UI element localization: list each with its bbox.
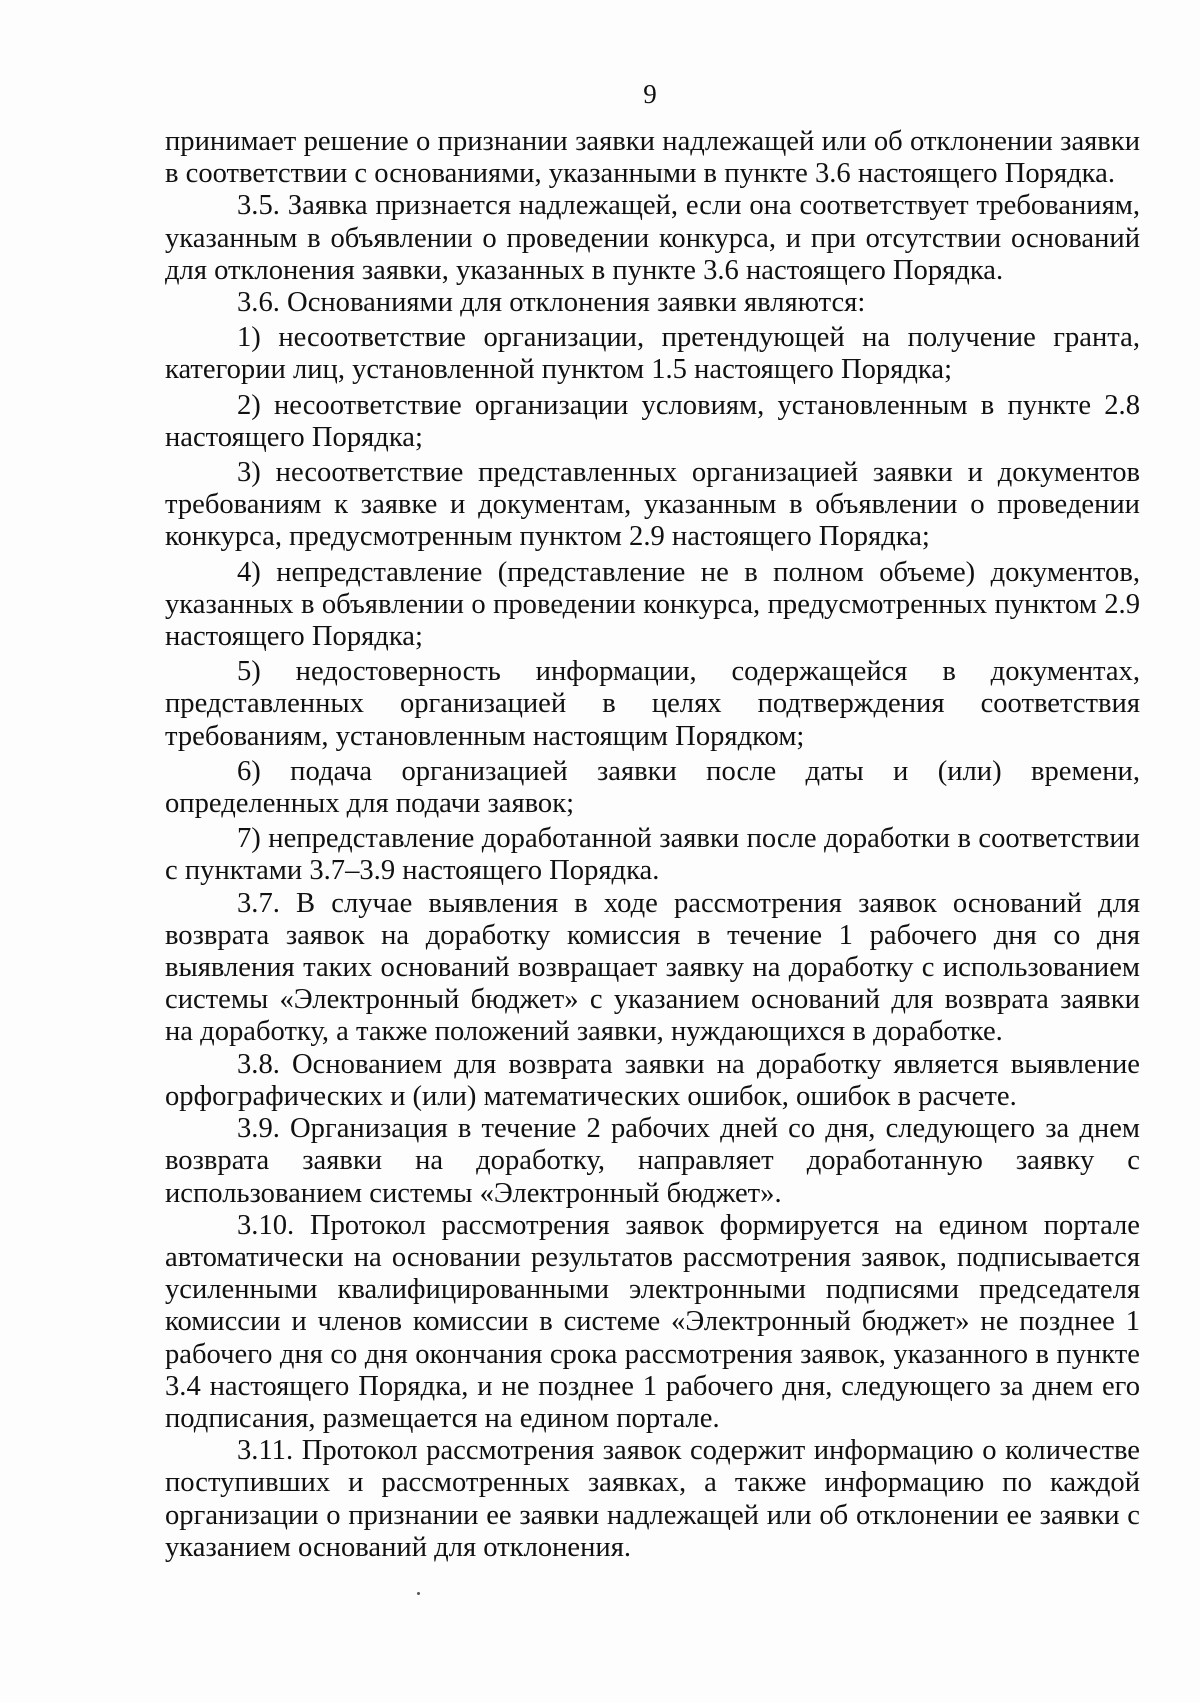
paragraph-3-7: 3.7. В случае выявления в ходе рассмотрения заявок оснований для возврата заявок на доработку комиссия в течение 1 рабочего дня со дня выявления таких оснований возвращает заявку на доработку с использованием системы «Электронный бюджет» с указанием оснований для возврата заявки на доработку, а также положений заявки, нуждающихся в доработке. <box>165 887 1140 1048</box>
page-number: 9 <box>643 79 657 109</box>
document-body <box>165 126 1140 1564</box>
paragraph-3-10: 3.10. Протокол рассмотрения заявок формируется на едином портале автоматически на основании результатов рассмотрения заявок, подписывается усиленными квалифицированными электронными подписями председателя комиссии и членов комиссии в системе «Электронный бюджет» не позднее 1 рабочего дня со дня окончания срока рассмотрения заявок, указанного в пункте 3.4 настоящего Порядка, и не позднее 1 рабочего дня, следующего за днем его подписания, размещается на едином портале. <box>165 1209 1140 1434</box>
scan-speck <box>417 1592 420 1595</box>
list-item-4: 4) непредставление (представление не в полном объеме) документов, указанных в объявлении о проведении конкурса, предусмотренных пунктом 2.9 настоящего Порядка; <box>165 556 1140 653</box>
list-item-5: 5) недостоверность информации, содержащейся в документах, представленных организацией в целях подтверждения соответствия требованиям, установленным настоящим Порядком; <box>165 656 1140 752</box>
paragraph-3-11: 3.11. Протокол рассмотрения заявок содержит информацию о количестве поступивших и рассмотренных заявках, а также информацию по каждой организации о признании ее заявки надлежащей или об отклонении ее заявки с указанием оснований для отклонения. <box>165 1435 1140 1563</box>
paragraph-3-9: 3.9. Организация в течение 2 рабочих дней со дня, следующего за днем возврата заявки на доработку, направляет доработанную заявку с использованием системы «Электронный бюджет». <box>165 1113 1140 1209</box>
list-item-2: 2) несоответствие организации условиям, установленным в пункте 2.8 настоящего Порядка; <box>165 389 1140 453</box>
list-item-3: 3) несоответствие представленных организацией заявки и документов требованиям к заявке и документам, указанным в объявлении о проведении конкурса, предусмотренным пунктом 2.9 настоящего Порядка; <box>165 457 1140 553</box>
list-item-7: 7) непредставление доработанной заявки после доработки в соответствии с пунктами 3.7–3.9 настоящего Порядка. <box>165 823 1140 887</box>
list-item-6: 6) подача организацией заявки после даты и (или) времени, определенных для подачи заявок; <box>165 755 1140 820</box>
list-item-1: 1) несоответствие организации, претендующей на получение гранта, категории лиц, установленной пунктом 1.5 настоящего Порядка; <box>165 322 1140 386</box>
paragraph-continuation: принимает решение о признании заявки надлежащей или об отклонении заявки в соответствии с основаниями, указанными в пункте 3.6 настоящего Порядка. <box>165 126 1140 190</box>
paragraph-3-8: 3.8. Основанием для возврата заявки на доработку является выявление орфографических и (или) математических ошибок, ошибок в расчете. <box>165 1048 1140 1112</box>
paragraph-3-6: 3.6. Основаниями для отклонения заявки являются: <box>237 287 866 319</box>
paragraph-3-5: 3.5. Заявка признается надлежащей, если она соответствует требованиям, указанным в объявлении о проведении конкурса, и при отсутствии оснований для отклонения заявки, указанных в пункте 3.6 настоящего Порядка. <box>165 190 1140 286</box>
